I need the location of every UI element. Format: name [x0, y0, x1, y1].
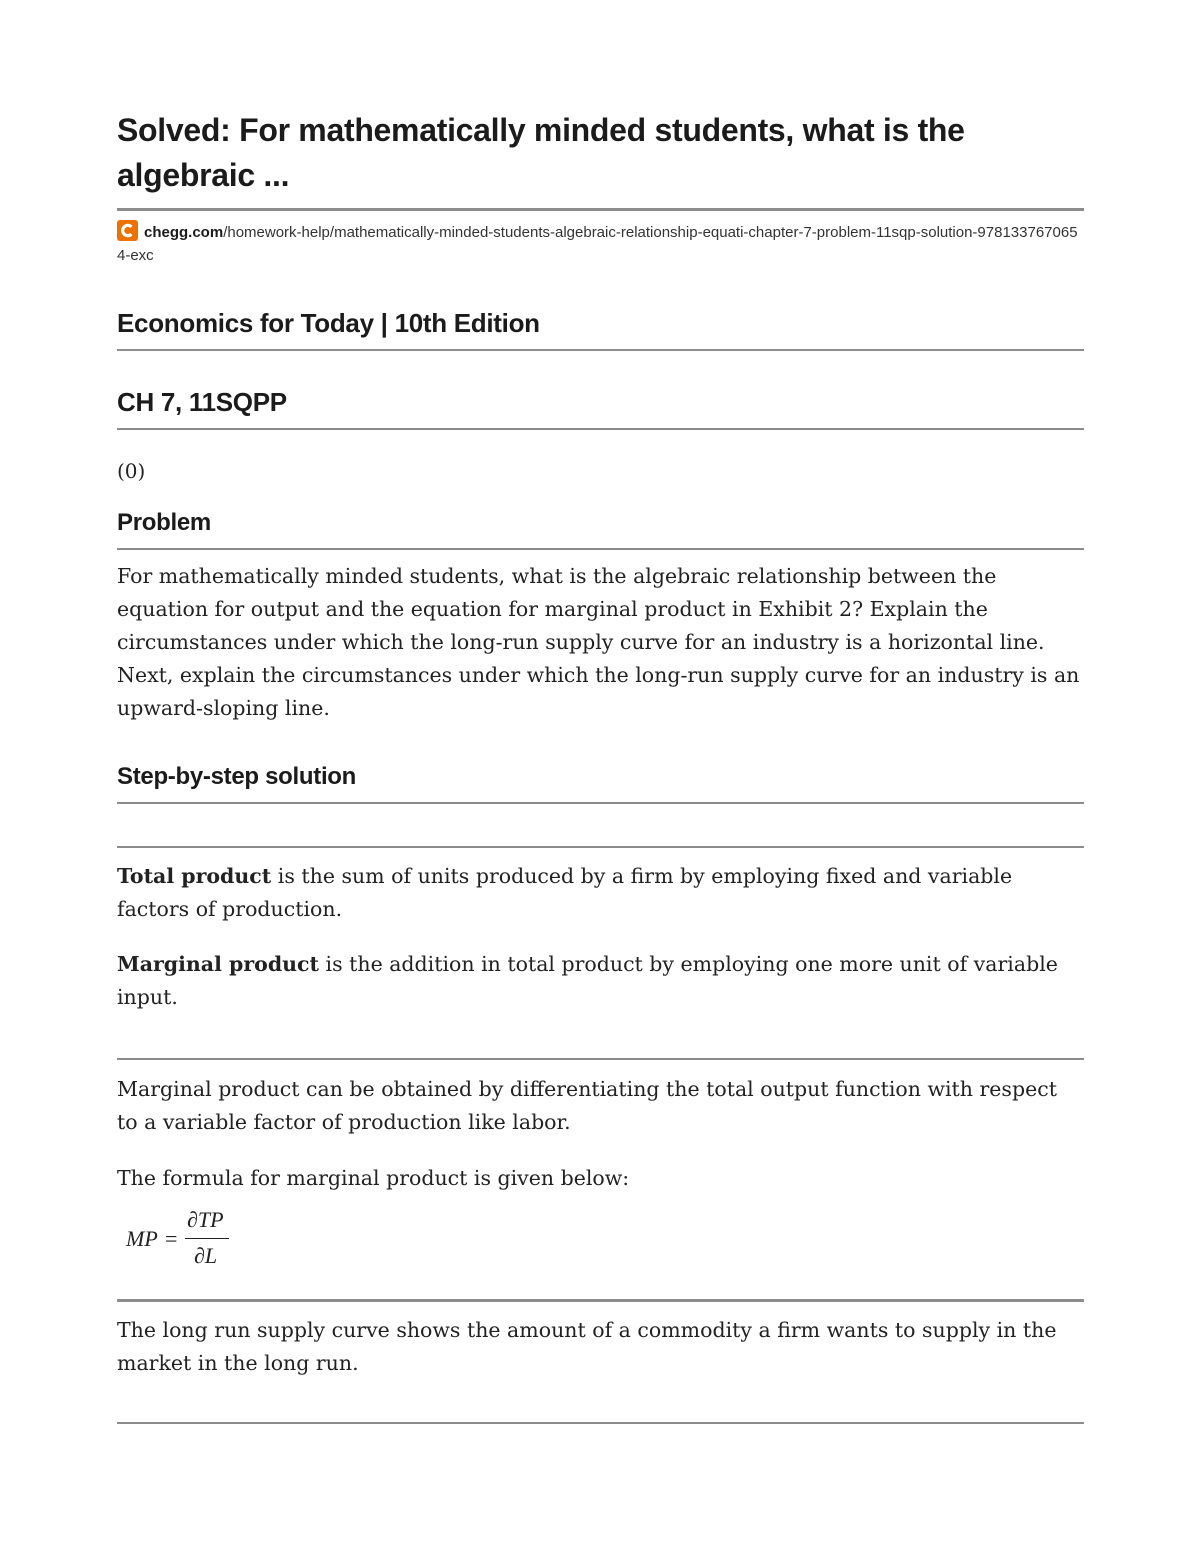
rating-count: (0): [117, 459, 146, 483]
step2-divider: [117, 1058, 1084, 1060]
step3-divider: [117, 1299, 1084, 1302]
step2-text: Marginal product can be obtained by differentiating the total output function with respect to a variable factor of production like labor.: [117, 1077, 1057, 1134]
chegg-logo-icon: [117, 220, 138, 241]
solution-divider: [117, 802, 1084, 804]
page-title: Solved: For mathematically minded students, what is the algebraic ...: [117, 112, 965, 193]
chapter-divider: [117, 428, 1084, 430]
term-total-product: Total product: [117, 864, 272, 888]
chapter-title: CH 7, 11SQPP: [117, 387, 287, 417]
term-marginal-product: Marginal product: [117, 952, 320, 976]
source-path: /homework-help/mathematically-minded-students-algebraic-relationship-equati-chapter-7-problem-11sqp-solution-9781337670654-exc: [117, 224, 1078, 264]
step2-formula-intro: The formula for marginal product is given below:: [117, 1166, 630, 1190]
title-divider: [117, 208, 1084, 211]
def-marginal-product: is the addition in total product by employing one more unit of variable input.: [117, 952, 1058, 1009]
book-title: Economics for Today | 10th Edition: [117, 308, 540, 338]
step1-divider: [117, 846, 1084, 848]
problem-divider: [117, 548, 1084, 550]
formula-equals: =: [165, 1226, 178, 1251]
def-total-product: is the sum of units produced by a firm by employing fixed and variable factors of production.: [117, 864, 1013, 921]
step4-divider: [117, 1422, 1084, 1424]
book-divider: [117, 349, 1084, 351]
step1-total-product: [117, 860, 1084, 926]
problem-heading: Problem: [117, 509, 211, 536]
source-domain: chegg.com: [144, 224, 224, 241]
solution-heading: Step-by-step solution: [117, 763, 357, 790]
formula-numerator: ∂TP: [187, 1207, 224, 1232]
formula-fraction-bar: [185, 1238, 229, 1239]
source-link[interactable]: [117, 220, 1084, 267]
step3-text: The long run supply curve shows the amount of a commodity a firm wants to supply in the market in the long run.: [117, 1318, 1057, 1375]
step1-marginal-product: [117, 948, 1084, 1014]
marginal-product-formula: [117, 1205, 1084, 1275]
problem-text: For mathematically minded students, what is the algebraic relationship between the equation for output and the equation for marginal product in Exhibit 2? Explain the circumstances under which the long-run supply curve for an industry is a horizontal line. Next, explain the circumstances under which the long-run supply curve for an industry is an upward-sloping line.: [117, 564, 1080, 720]
formula-lhs: MP: [126, 1226, 158, 1251]
document-page: [117, 108, 1084, 1424]
formula-denominator: ∂L: [194, 1243, 218, 1268]
